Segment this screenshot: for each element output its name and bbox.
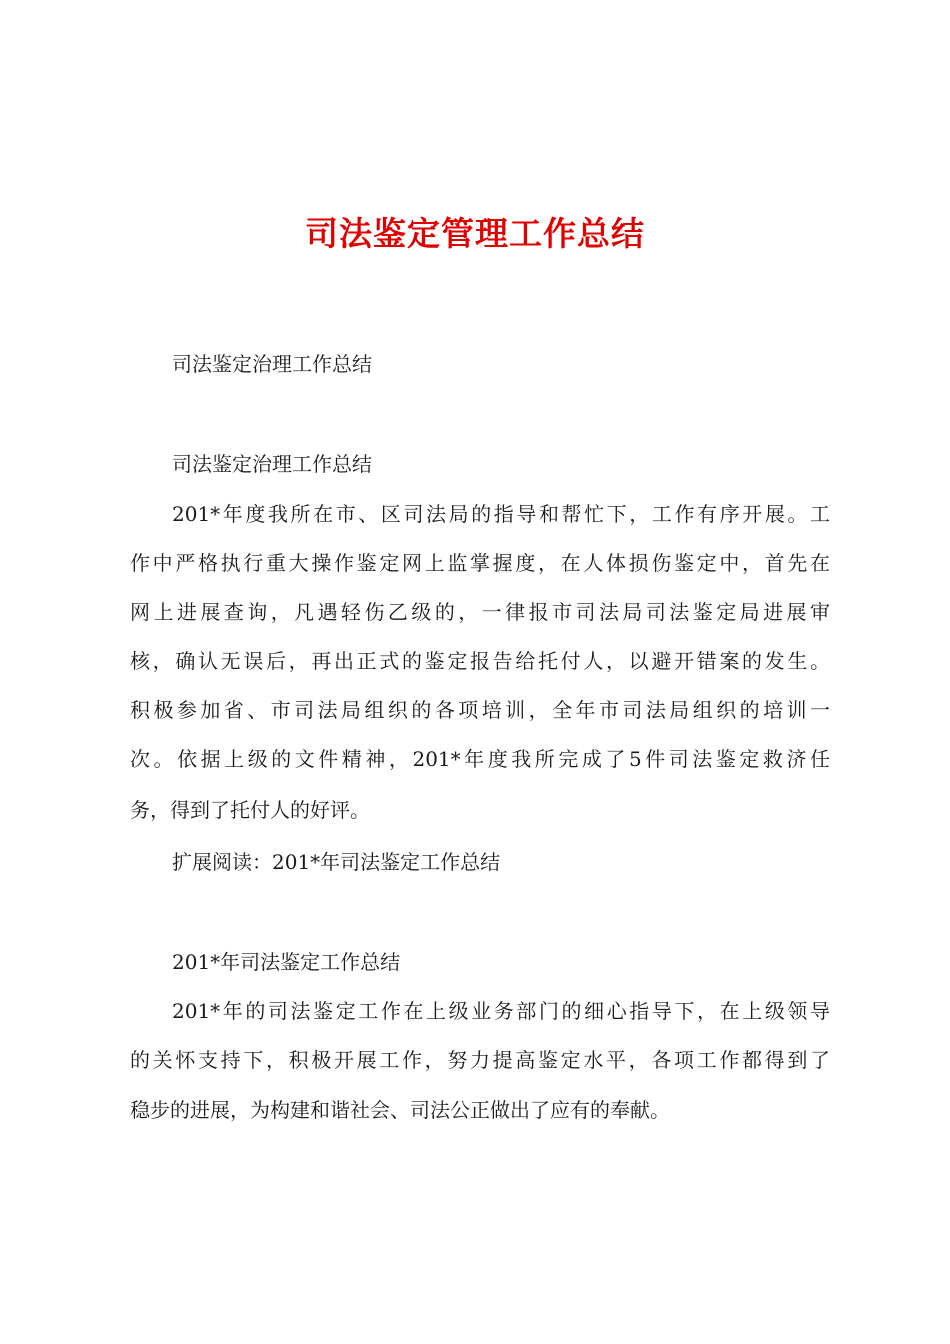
paragraph-line: 核，确认无误后，再出正式的鉴定报告给托付人，以避开错案的发生。 — [130, 649, 830, 673]
paragraph-line: 稳步的进展，为构建和谐社会、司法公正做出了应有的奉献。 — [130, 1098, 670, 1122]
paragraph-line: 务，得到了托付人的好评。 — [130, 798, 370, 822]
section-heading: 司法鉴定治理工作总结 — [172, 452, 372, 476]
paragraph-line: 网上进展查询，凡遇轻伤乙级的，一律报市司法局司法鉴定局进展审 — [130, 600, 830, 624]
document-title: 司法鉴定管理工作总结 — [305, 214, 645, 253]
paragraph-line: 的关怀支持下，积极开展工作，努力提高鉴定水平，各项工作都得到了 — [130, 1048, 830, 1072]
paragraph-line: 作中严格执行重大操作鉴定网上监掌握度，在人体损伤鉴定中，首先在 — [130, 551, 830, 575]
paragraph-line: 次。依据上级的文件精神，201*年度我所完成了5件司法鉴定救济任 — [130, 747, 830, 771]
paragraph-line: 201*年的司法鉴定工作在上级业务部门的细心指导下，在上级领导 — [172, 999, 830, 1023]
section-heading: 司法鉴定治理工作总结 — [172, 352, 372, 376]
paragraph-line: 201*年度我所在市、区司法局的指导和帮忙下，工作有序开展。工 — [172, 502, 830, 526]
paragraph-line: 积极参加省、市司法局组织的各项培训，全年市司法局组织的培训一 — [130, 698, 830, 722]
section-heading: 201*年司法鉴定工作总结 — [172, 950, 401, 974]
extended-reading-label: 扩展阅读：201*年司法鉴定工作总结 — [172, 850, 501, 874]
